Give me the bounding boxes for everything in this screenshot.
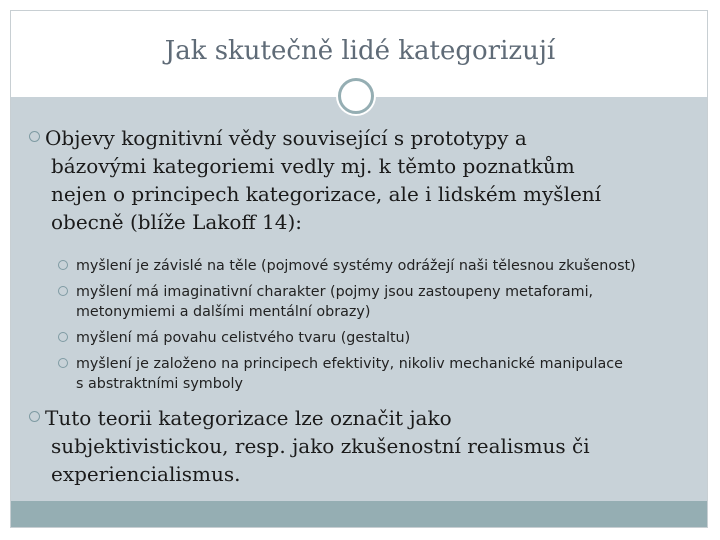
bullet-circle-icon <box>58 260 70 272</box>
sub-bullet-line: metonymiemi a dalšími mentální obrazy) <box>76 304 371 320</box>
bullet-line: bázovými kategoriemi vedly mj. k těmto poznatkům <box>51 154 575 178</box>
bullet-item <box>29 124 601 236</box>
sub-bullet-item <box>58 282 593 322</box>
sub-bullet-line: myšlení má povahu celistvého tvaru (gestaltu) <box>76 330 411 346</box>
sub-bullet-line: myšlení je závislé na těle (pojmové systémy odrážejí naši tělesnou zkušenost) <box>76 258 636 274</box>
footer-bar <box>11 501 707 527</box>
bullet-circle-icon <box>58 332 70 344</box>
sub-bullet-line: s abstraktními symboly <box>76 376 243 392</box>
bullet-circle-icon <box>58 358 70 370</box>
sub-bullet-item <box>58 256 636 276</box>
bullet-line: nejen o principech kategorizace, ale i lidském myšlení <box>51 182 602 206</box>
sub-bullet-item <box>58 354 623 394</box>
bullet-item <box>29 404 590 488</box>
bullet-line: Tuto teorii kategorizace lze označit jako <box>45 406 452 430</box>
bullet-line: experiencialismus. <box>51 462 241 486</box>
bullet-line: obecně (blíže Lakoff 14): <box>51 210 303 234</box>
bullet-circle-icon <box>58 286 70 298</box>
sub-bullet-line: myšlení má imaginativní charakter (pojmy jsou zastoupeny metaforami, <box>76 284 594 300</box>
slide-title: Jak skutečně lidé kategorizují <box>164 36 556 66</box>
sub-bullet-item <box>58 328 410 348</box>
bullet-circle-icon <box>29 131 47 145</box>
bullet-line: subjektivistickou, resp. jako zkušenostní realismus či <box>51 434 590 458</box>
bullet-circle-icon <box>29 411 47 425</box>
ring-divider-icon <box>338 78 374 114</box>
bullet-line: Objevy kognitivní vědy související s prototypy a <box>45 126 527 150</box>
sub-bullet-line: myšlení je založeno na principech efektivity, nikoliv mechanické manipulace <box>76 356 623 372</box>
